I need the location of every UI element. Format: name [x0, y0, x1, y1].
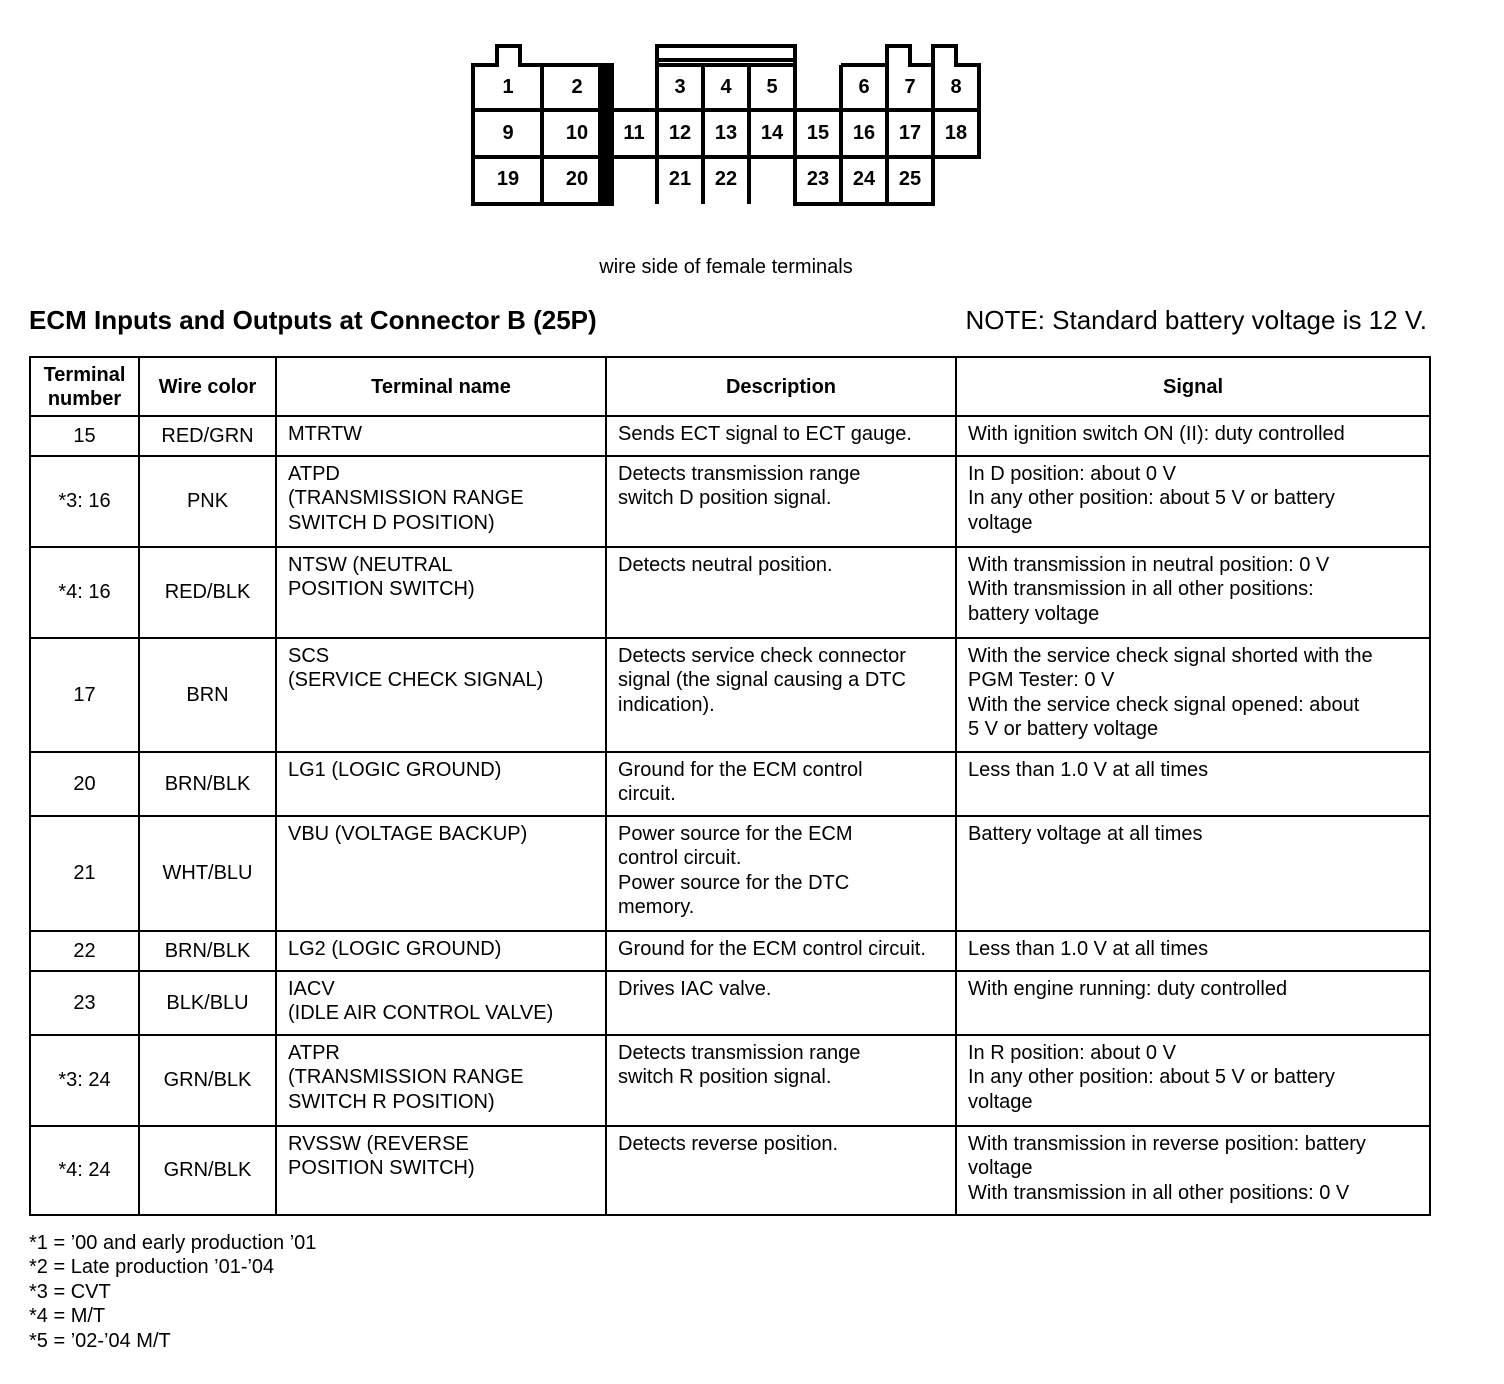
wire-color-cell: BRN/BLK: [139, 931, 276, 971]
terminal-19-label: 19: [496, 168, 520, 190]
terminal-number-cell: 22: [30, 931, 139, 971]
wire-color-cell: BRN: [139, 638, 276, 752]
table-row: [30, 456, 1430, 547]
signal-cell-line: In R position: about 0 V: [968, 1042, 1176, 1064]
description-cell-line: Power source for the DTC: [618, 871, 850, 894]
description-cell: [606, 547, 956, 638]
description-cell: [606, 816, 956, 931]
wire-color-cell: BRN/BLK: [139, 752, 276, 816]
wire-color-cell: PNK: [139, 456, 276, 547]
terminal-name-cell: [276, 971, 606, 1035]
description-cell-line: Power source for the ECM: [618, 823, 853, 845]
terminal-12-label: 12: [668, 122, 692, 144]
signal-cell: [956, 416, 1430, 456]
terminal-7-label: 7: [904, 76, 916, 98]
signal-cell-line: Less than 1.0 V at all times: [968, 938, 1209, 960]
terminal-number-cell: *3: 16: [30, 456, 139, 547]
description-cell-line: Detects neutral position.: [618, 554, 833, 576]
signal-cell: [956, 1126, 1430, 1215]
description-cell-line: Sends ECT signal to ECT gauge.: [618, 423, 912, 445]
signal-cell-line: Less than 1.0 V at all times: [968, 759, 1209, 781]
signal-cell-line: With ignition switch ON (II): duty controlled: [968, 423, 1345, 445]
footnote: *1 = ’00 and early production ’01: [29, 1232, 317, 1254]
terminal-name-cell-line: MTRTW: [288, 423, 363, 445]
terminal-name-cell-line: (TRANSMISSION RANGE: [288, 487, 524, 510]
terminal-9-label: 9: [502, 122, 514, 144]
description-cell-line: Ground for the ECM control: [618, 759, 863, 781]
description-cell-line: memory.: [618, 895, 695, 918]
description-cell-line: circuit.: [618, 783, 676, 806]
table-row: [30, 1035, 1430, 1126]
description-cell-line: Ground for the ECM control circuit.: [618, 938, 926, 960]
table-row: [30, 638, 1430, 752]
connector-caption: wire side of female terminals: [599, 256, 853, 278]
terminal-14-label: 14: [760, 122, 784, 144]
footnotes: [29, 1231, 316, 1353]
terminal-name-cell-line: POSITION SWITCH): [288, 1157, 475, 1180]
footnote: *5 = ’02-’04 M/T: [29, 1329, 171, 1352]
signal-cell: [956, 931, 1430, 971]
terminal-name-cell-line: NTSW (NEUTRAL: [288, 554, 453, 576]
header-wire-color: Wire color: [139, 357, 276, 416]
terminal-name-cell-line: VBU (VOLTAGE BACKUP): [288, 823, 528, 845]
header-terminal-number: Terminal number: [30, 357, 139, 416]
terminal-3-label: 3: [674, 76, 686, 98]
terminal-name-cell: [276, 638, 606, 752]
description-cell: [606, 456, 956, 547]
header-terminal-name: Terminal name: [276, 357, 606, 416]
table-row: [30, 416, 1430, 456]
terminal-name-cell: [276, 416, 606, 456]
footnote: *3 = CVT: [29, 1280, 111, 1303]
terminal-number-cell: 20: [30, 752, 139, 816]
terminal-16-label: 16: [852, 122, 876, 144]
terminal-13-label: 13: [714, 122, 738, 144]
description-cell: [606, 1126, 956, 1215]
description-cell-line: switch D position signal.: [618, 487, 832, 510]
terminal-number-cell: *4: 16: [30, 547, 139, 638]
battery-voltage-note: NOTE: Standard battery voltage is 12 V.: [965, 305, 1427, 335]
description-cell-line: indication).: [618, 693, 715, 716]
table-row: [30, 931, 1430, 971]
signal-cell-line: With transmission in all other positions:: [968, 578, 1314, 601]
wire-color-cell: RED/BLK: [139, 547, 276, 638]
description-cell-line: control circuit.: [618, 847, 742, 870]
terminal-number-cell: 21: [30, 816, 139, 931]
wire-color-cell: GRN/BLK: [139, 1035, 276, 1126]
terminal-18-label: 18: [944, 122, 968, 144]
terminal-22-label: 22: [714, 168, 738, 190]
wire-color-cell: RED/GRN: [139, 416, 276, 456]
wire-color-cell: WHT/BLU: [139, 816, 276, 931]
table-row: [30, 547, 1430, 638]
signal-cell-line: With transmission in all other positions: 0 V: [968, 1181, 1350, 1204]
signal-cell-line: 5 V or battery voltage: [968, 717, 1159, 740]
description-cell-line: Detects transmission range: [618, 1042, 861, 1064]
terminal-2-label: 2: [571, 76, 583, 98]
terminal-17-label: 17: [898, 122, 922, 144]
description-cell-line: Drives IAC valve.: [618, 978, 772, 1000]
terminal-name-cell-line: ATPR: [288, 1042, 340, 1064]
signal-cell-line: With transmission in neutral position: 0 V: [968, 554, 1330, 576]
terminal-6-label: 6: [858, 76, 870, 98]
signal-cell-line: With the service check signal opened: about: [968, 693, 1360, 716]
wire-color-cell: BLK/BLU: [139, 971, 276, 1035]
terminal-name-cell-line: IACV: [288, 978, 335, 1000]
signal-cell-line: PGM Tester: 0 V: [968, 669, 1115, 692]
terminal-15-label: 15: [806, 122, 830, 144]
description-cell: [606, 416, 956, 456]
signal-cell: [956, 971, 1430, 1035]
signal-cell-line: In any other position: about 5 V or battery: [968, 487, 1335, 510]
terminal-name-cell: [276, 456, 606, 547]
terminal-name-cell: [276, 1035, 606, 1126]
signal-cell-line: Battery voltage at all times: [968, 823, 1203, 845]
terminal-number-cell: *3: 24: [30, 1035, 139, 1126]
signal-cell-line: With the service check signal shorted with the: [968, 645, 1373, 667]
signal-cell-line: With engine running: duty controlled: [968, 978, 1288, 1000]
signal-cell-line: With transmission in reverse position: battery: [968, 1133, 1366, 1155]
signal-cell-line: In D position: about 0 V: [968, 463, 1176, 485]
terminal-10-label: 10: [565, 122, 589, 144]
terminal-name-cell-line: POSITION SWITCH): [288, 578, 475, 601]
terminal-25-label: 25: [898, 168, 922, 190]
connector-diagram: [0, 0, 1504, 240]
description-cell: [606, 931, 956, 971]
signal-cell: [956, 816, 1430, 931]
terminal-number-cell: *4: 24: [30, 1126, 139, 1215]
terminal-name-cell-line: LG1 (LOGIC GROUND): [288, 759, 502, 781]
terminal-name-cell: [276, 816, 606, 931]
description-cell: [606, 1035, 956, 1126]
page-title: ECM Inputs and Outputs at Connector B (25P): [29, 305, 597, 335]
signal-cell: [956, 547, 1430, 638]
terminal-8-label: 8: [950, 76, 962, 98]
terminal-name-cell-line: (TRANSMISSION RANGE: [288, 1066, 524, 1089]
signal-cell-line: voltage: [968, 511, 1033, 534]
terminal-20-label: 20: [565, 168, 589, 190]
description-cell-line: signal (the signal causing a DTC: [618, 669, 906, 692]
terminal-21-label: 21: [668, 168, 692, 190]
terminal-name-cell-line: SWITCH R POSITION): [288, 1090, 495, 1113]
signal-cell: [956, 752, 1430, 816]
terminal-name-cell: [276, 752, 606, 816]
terminal-name-cell-line: (IDLE AIR CONTROL VALVE): [288, 1002, 554, 1025]
table-header-row: [30, 357, 1430, 416]
signal-cell-line: voltage: [968, 1090, 1033, 1113]
table-row: [30, 971, 1430, 1035]
terminal-number-cell: 15: [30, 416, 139, 456]
terminal-name-cell-line: ATPD: [288, 463, 340, 485]
terminal-name-cell: [276, 1126, 606, 1215]
description-cell-line: switch R position signal.: [618, 1066, 832, 1089]
terminal-name-cell-line: (SERVICE CHECK SIGNAL): [288, 669, 544, 692]
terminal-number-cell: 23: [30, 971, 139, 1035]
terminal-23-label: 23: [806, 168, 830, 190]
terminal-4-label: 4: [720, 76, 732, 98]
header-description: Description: [606, 357, 956, 416]
terminal-number-cell: 17: [30, 638, 139, 752]
table-row: [30, 752, 1430, 816]
terminal-1-label: 1: [502, 76, 514, 98]
terminal-5-label: 5: [766, 76, 778, 98]
description-cell-line: Detects transmission range: [618, 463, 861, 485]
terminal-name-cell: [276, 547, 606, 638]
signal-cell-line: voltage: [968, 1157, 1033, 1180]
description-cell-line: Detects service check connector: [618, 645, 906, 667]
footnote: *2 = Late production ’01-’04: [29, 1256, 275, 1279]
table-row: [30, 816, 1430, 931]
wire-color-cell: GRN/BLK: [139, 1126, 276, 1215]
ecm-io-table: [29, 356, 1431, 1216]
terminal-name-cell-line: SCS: [288, 645, 330, 667]
terminal-name-cell: [276, 931, 606, 971]
terminal-name-cell-line: RVSSW (REVERSE: [288, 1133, 469, 1155]
header-signal: Signal: [956, 357, 1430, 416]
signal-cell: [956, 456, 1430, 547]
terminal-name-cell-line: LG2 (LOGIC GROUND): [288, 938, 502, 960]
description-cell: [606, 971, 956, 1035]
description-cell: [606, 752, 956, 816]
terminal-11-label: 11: [623, 122, 645, 144]
signal-cell: [956, 638, 1430, 752]
description-cell: [606, 638, 956, 752]
table-row: [30, 1126, 1430, 1215]
description-cell-line: Detects reverse position.: [618, 1133, 839, 1155]
signal-cell: [956, 1035, 1430, 1126]
terminal-24-label: 24: [852, 168, 876, 190]
footnote: *4 = M/T: [29, 1305, 106, 1328]
signal-cell-line: battery voltage: [968, 602, 1100, 625]
signal-cell-line: In any other position: about 5 V or battery: [968, 1066, 1335, 1089]
terminal-name-cell-line: SWITCH D POSITION): [288, 511, 495, 534]
